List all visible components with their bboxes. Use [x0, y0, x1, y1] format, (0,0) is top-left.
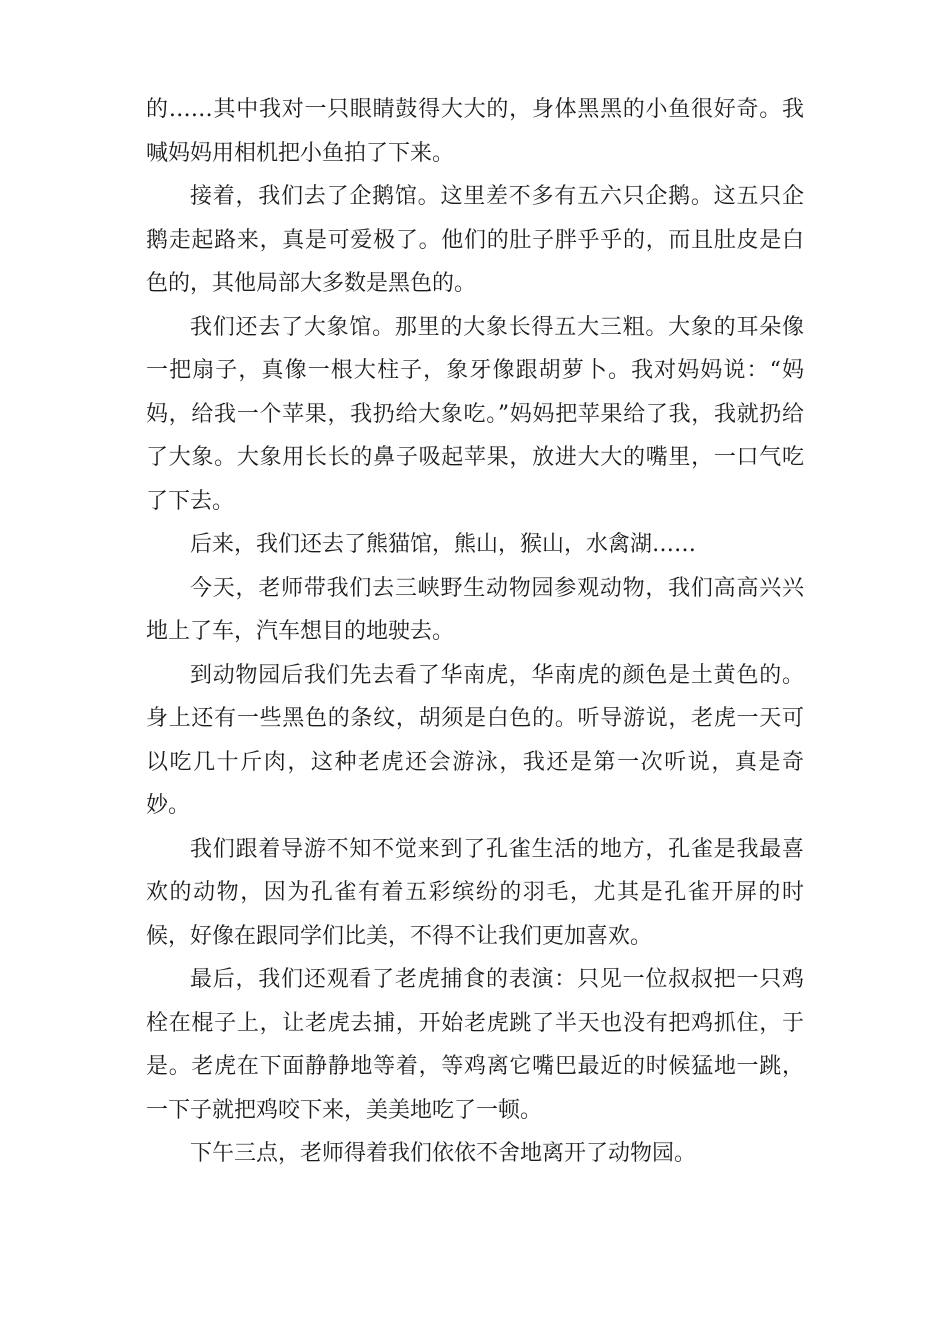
paragraph: 后来，我们还去了熊猫馆，熊山，猴山，水禽湖……: [190, 532, 697, 557]
paragraph: 接着，我们去了企鹅馆。这里差不多有五六只企鹅。这五只企鹅走起路来，真是可爱极了。他们的肚子胖乎乎的，而且肚皮是白色的，其他局部大多数是黑色的。: [146, 184, 804, 296]
paragraph: 最后，我们还观看了老虎捕食的表演：只见一位叔叔把一只鸡栓在棍子上，让老虎去捕，开始老虎跳了半天也没有把鸡抓住，于是。老虎在下面静静地等着，等鸡离它嘴巴最近的时候猛地一跳，一下子就把鸡咬下来，美美地吃了一顿。: [146, 967, 804, 1123]
document-body: [146, 88, 804, 1176]
paragraph: 下午三点，老师得着我们依依不舍地离开了动物园。: [190, 1141, 697, 1166]
paragraph: 我们还去了大象馆。那里的大象长得五大三粗。大象的耳朵像一把扇子，真像一根大柱子，象牙像跟胡萝卜。我对妈妈说：“妈妈，给我一个苹果，我扔给大象吃。”妈妈把苹果给了我，我就扔给了大象。大象用长长的鼻子吸起苹果，放进大大的嘴里，一口气吃了下去。: [146, 314, 804, 514]
paragraph: 的……其中我对一只眼睛鼓得大大的，身体黑黑的小鱼很好奇。我喊妈妈用相机把小鱼拍了下来。: [146, 97, 804, 166]
paragraph: 今天，老师带我们去三峡野生动物园参观动物，我们高高兴兴地上了车，汽车想目的地驶去。: [146, 575, 804, 644]
paragraph: 我们跟着导游不知不觉来到了孔雀生活的地方，孔雀是我最喜欢的动物，因为孔雀有着五彩缤纷的羽毛，尤其是孔雀开屏的时候，好像在跟同学们比美，不得不让我们更加喜欢。: [146, 836, 804, 949]
paragraph: 到动物园后我们先去看了华南虎，华南虎的颜色是土黄色的。身上还有一些黑色的条纹，胡须是白色的。听导游说，老虎一天可以吃几十斤肉，这种老虎还会游泳，我还是第一次听说，真是奇妙。: [146, 662, 804, 818]
